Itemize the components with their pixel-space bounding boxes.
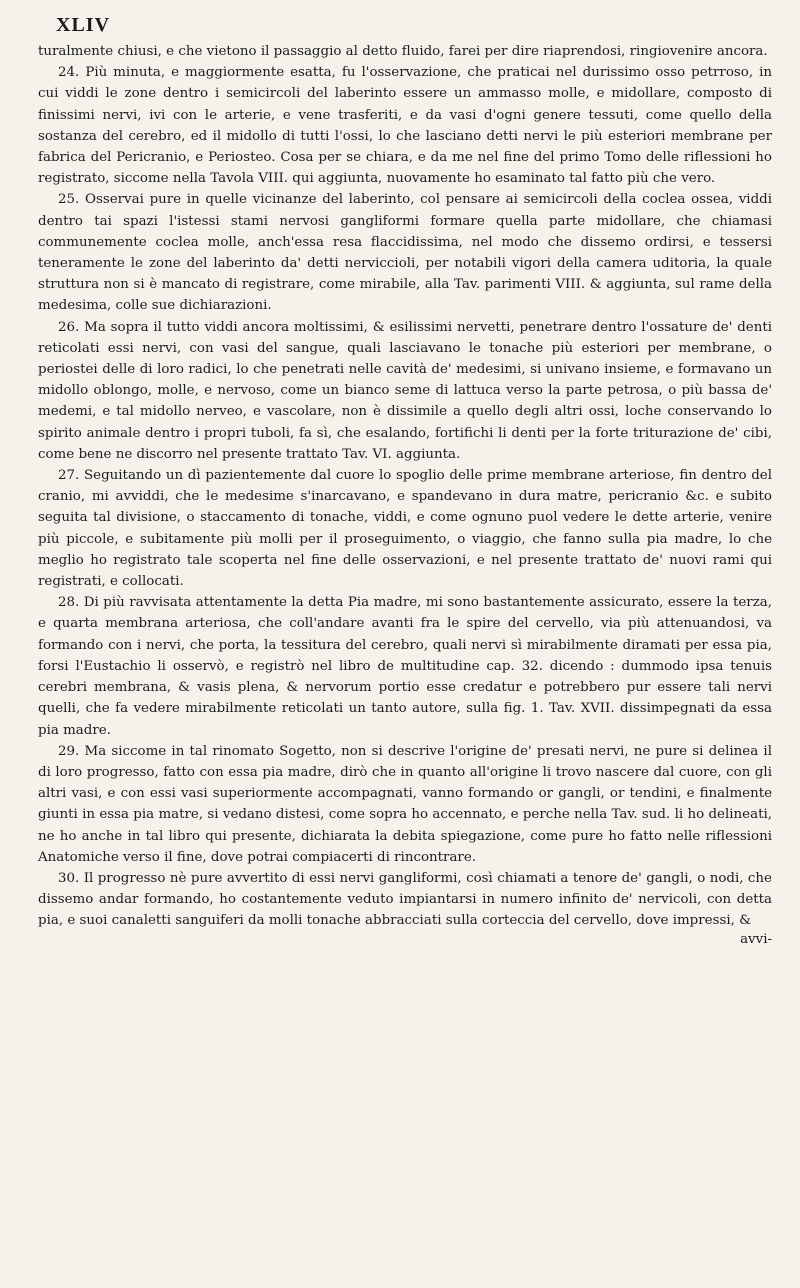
book-page — [38, 14, 772, 954]
paragraph-29 — [38, 741, 772, 868]
paragraph-number: 30. — [58, 870, 80, 886]
paragraph-26 — [38, 317, 772, 465]
paragraph-24 — [38, 62, 772, 189]
paragraph-text: Seguitando un dì pazientemente dal cuore lo spoglio delle prime membrane arteriose, fin dentro del cranio, mi avviddi, che le medesime s'inarcavano, e spandevano in dura matre, pericranio &c. e subito seguita tal divisione, o staccamento di tonache, viddi, e come ognuno puol vedere le dette arterie, venire più piccole, e subitamente più molli per il proseguimento, o viaggio, che fanno sulla pia madre, lo che meglio ho registrato tale scoperta nel fine delle osservazioni, e nel presente trattato de' nuovi rami qui registrati, e collocati. — [38, 468, 772, 590]
paragraph-25 — [38, 189, 772, 316]
paragraph-number: 27. — [58, 468, 80, 484]
paragraph-number: 29. — [58, 743, 80, 759]
paragraph-number: 25. — [58, 192, 80, 208]
paragraph-text: Di più ravvisata attentamente la detta Pia madre, mi sono bastantemente assicurato, essere la terza, e quarta membrana arteriosa, che coll'andare avanti fra le spire del cervello, via più attenuandosi, va formando con i nervi, che porta, la tessitura del cerebro, quali nervi sì mirabilmente diramati per essa pia, forsi l'Eustachio li osservò, e registrò nel libro de multitudine cap. 32. dicendo : dummodo ipsa tenuis cerebri membrana, & vasis plena, & nervorum portio esse credatur e potrebbero pur essere tali nervi quelli, che fa vedere mirabilmente reticolati un tanto autore, sulla fig. 1. Tav. XVII. dissimpegnati da essa pia madre. — [38, 595, 772, 738]
paragraph-text: Ma sopra il tutto viddi ancora moltissimi, & esilissimi nervetti, penetrare dentro l'ossature de' denti reticolati essi nervi, con vasi del sangue, quali lasciavano le tonache più esteriori per membrane, o periostei delle di loro radici, lo che penetrati nelle cavità de' medesimi, si univano insieme, e formavano un midollo oblongo, molle, e nervoso, come un bianco seme di lattuca verso la parte petrosa, o più bassa de' medemi, e tal midollo nerveo, e vascolare, non è dissimile a quello degli altri ossi, loche conservando lo spirito animale dentro i propri tuboli, fa sì, che esalando, fortifichi li denti per la forte triturazione de' cibi, come bene ne discorro nel presente trattato Tav. VI. aggiunta. — [38, 319, 772, 462]
paragraph-28 — [38, 592, 772, 740]
paragraph-text: Il progresso nè pure avvertito di essi nervi gangliformi, così chiamati a tenore de' gangli, o nodi, che dissemo andar formando, ho costantemente veduto impiantarsi in numero infinito de' nervicoli, con detta pia, e suoi canaletti sanguiferi da molli tonache abbracciati sulla corteccia del cervello, dove impressi, & — [38, 870, 772, 929]
paragraph-number: 26. — [58, 319, 80, 335]
body-text — [38, 41, 772, 932]
paragraph-text: Osservai pure in quelle vicinanze del laberinto, col pensare ai semicircoli della coclea ossea, viddi dentro tai spazi l'istessi stami nervosi gangliformi formare quella parte midollare, che chiamasi communemente coclea molle, anch'essa resa flaccidissima, nel modo che dissemo ordirsi, e tessersi teneramente le zone del laberinto da' detti nervicciolі, per notabili vigori della camera uditoria, la quale struttura non si è mancato di registrare, come mirabile, alla Tav. parimenti VIII. & aggiunta, sul rame della medesima, colle sue dichiarazioni. — [38, 192, 773, 314]
paragraph-text: turalmente chiusi, e che vietono il passaggio al detto fluido, farei per dire riaprendosi, ringiovenire ancora. — [38, 44, 768, 59]
paragraph-continuation — [38, 41, 772, 62]
paragraph-30 — [38, 868, 772, 932]
catchword: avvi- — [740, 931, 772, 947]
paragraph-number: 28. — [58, 595, 80, 611]
page-number: XLIV — [56, 14, 111, 36]
paragraph-27 — [38, 465, 772, 592]
paragraph-text: Ma siccome in tal rinomato Sogetto, non si descrive l'origine de' presati nervi, ne pure si delinea il di loro progresso, fatto con essa pia madre, dirò che in quanto all'origine li trovo nascere dal cuore, con gli altri vasi, e con essi vasi superiormente accompagnati, vanno formando or gangli, or tendini, e finalmente giunti in essa pia matre, si vedano distesi, come sopra ho accennato, e perche nella Tav. sud. li ho delineati, ne ho anche in tal libro qui presente, dichiarata la debita spiegazione, come pure ho fatto nelle riflessioni Anatomiche verso il fine, dove potrai compiacerti di rincontrare. — [38, 743, 772, 865]
paragraph-text: Più minuta, e maggiormente esatta, fu l'osservazione, che praticai nel durissimo osso petrroso, in cui viddi le zone dentro i semicircoli del laberinto essere un ammasso molle, e midollare, composto di finissimi nervi, ivi con le arterie, e vene trasferiti, e da vasi d'ogni genere tessuti, come quello della sostanza del cerebro, ed il midollo di tutti l'ossi, lo che lasciano detti nervi le più esteriori membrane per fabrica del Pericranio, e Periosteo. Cosa per se chiara, e da me nel fine del primo Tomo delle riflessioni ho registrato, siccome nella Tavola VIII. qui aggiunta, nuovamente ho esaminato tal fatto più che vero. — [38, 65, 772, 187]
paragraph-number: 24. — [58, 65, 80, 81]
